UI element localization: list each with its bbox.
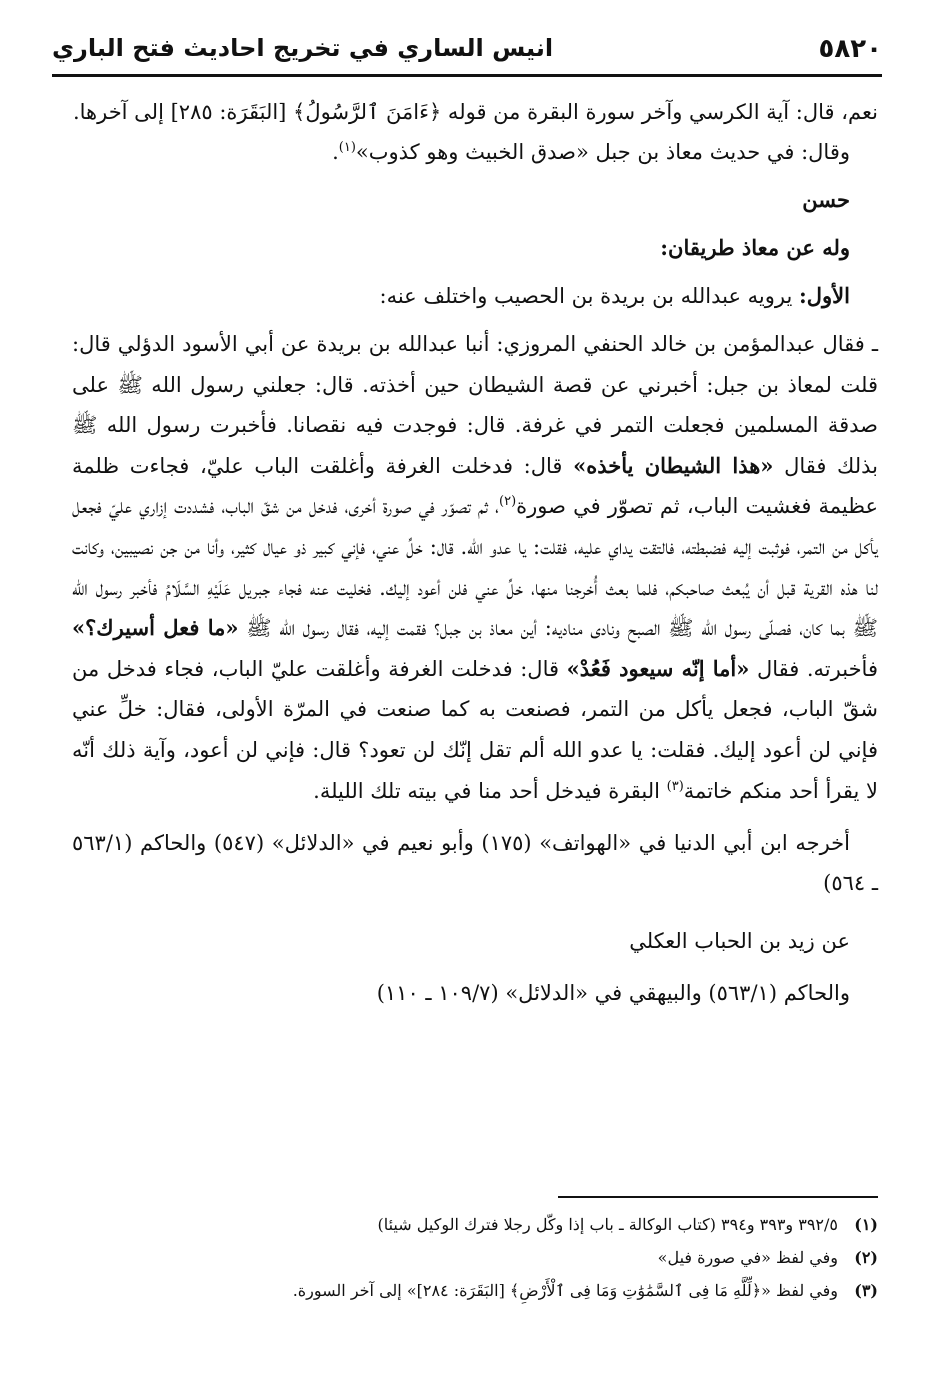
paragraph-ayat-kursi: نعم، قال: آية الكرسي وآخر سورة البقرة من قوله ﴿ءَامَنَ ٱلرَّسُولُ﴾ [البَقَرَة: ٢٨٥] إلى آخرها. xyxy=(72,100,878,124)
footnote-separator xyxy=(558,1196,878,1198)
routes-heading: وله عن معاذ طريقان: xyxy=(660,235,850,260)
hadith-quote: «هذا الشيطان يأخذه» xyxy=(573,452,774,478)
footnote-1: (١)٣٩٢/٥ و٣٩٣ و٣٩٤ (كتاب الوكالة ـ باب إذا وكّل رجلا فترك الوكيل شيئا) xyxy=(377,1215,878,1234)
footnote-ref-1[interactable]: (١) xyxy=(338,140,356,155)
page-number: ٥٨٢٠ xyxy=(818,34,882,64)
footnote-ref-2[interactable]: (٢) xyxy=(499,494,517,510)
narration-paragraph: ـ فقال عبدالمؤمن بن خالد الحنفي المروزي: أنبا عبدالله بن بريدة عن أبي الأسود الدؤلي قال: قلت لمعاذ بن جبل: أخبرني عن قصة الشيطان حين أخذته. قال: جعلني رسول الله ﷺ على صدقة المسلمين فجعلت التمر في غرفة. قال: فوجدت فيه نقصانا. فأخبرت رسول الله ﷺ بذلك فقال «هذا الشيطان يأخذه» قال: فدخلت الغرفة وأغلقت الباب عليّ، فجاءت ظلمة عظيمة فغشيت الباب، ثم تصوّر في صورة$^{(٢)}$، ثم تصوّر في صورة أخرى، فدخل من شقّ الباب، فشددت إزاري عليّ فجعل يأكل من التمر، فوثبت إليه فضبطته، فالتقت يداي عليه، فقلت: يا عدو الله. قال: خلِّ عني، فإني كبير ذو عيال كثير، وأنا من جن نصيبين، وكانت لنا هذه القرية قبل أن يُبعث صاحبكم، فلما بعث أُخرجنا منها، خلِّ عني فلن أعود إليك. فخليت عنه فجاء جبريل عَلَيْهِ السَّلَامُ فأخبر رسول الله ﷺ بما كان، فصلّى رسول الله ﷺ الصبح ونادى مناديه: أين معاذ بن جبل؟ فقمت إليه، فقال رسول الله ﷺ «ما فعل أسيرك؟» فأخبرته. فقال «أما إنّه سيعود فَعُدْ» قال: فدخلت الغرفة وأغلقت عليّ الباب، فجاء فدخل من شقّ الباب، فجعل يأكل من التمر، فصنعت به كما صنعت في المرّة الأولى، فقال: خلِّ عني فإني لن أعود إليك. فقلت: يا عدو الله ألم تقل إنّك لن تعود؟ قال: فإني لن أعود، وآية ذلك أنّه لا يقرأ أحد منكم خاتمة$^{(٣)}$ البقرة فيدخل أحد منا في بيته تلك الليلة. xyxy=(72,332,878,803)
footnote-ref-3[interactable]: (٣) xyxy=(666,778,684,794)
hadith-quote: «أما إنّه سيعود فَعُدْ» xyxy=(566,655,750,681)
page-header xyxy=(52,30,882,77)
hadith-quote: «ما فعل أسيرك؟» xyxy=(72,615,239,641)
footnote-2: (٢)وفي لفظ «في صورة فيل» xyxy=(657,1248,878,1267)
takhrij-paragraph: أخرجه ابن أبي الدنيا في «الهواتف» (١٧٥) وأبو نعيم في «الدلائل» (٥٤٧) والحاكم (٥٦٣/١ ـ ٥٦٤) xyxy=(72,831,878,896)
narrator-line: عن زيد بن الحباب العكلي xyxy=(629,929,850,954)
first-route: الأول: يرويه عبدالله بن بريدة بن الحصيب واختلف عنه: xyxy=(379,283,850,308)
main-text xyxy=(72,92,878,1013)
takhrij-line: والحاكم (٥٦٣/١) والبيهقي في «الدلائل» (١٠٩/٧ ـ ١١٠) xyxy=(376,981,850,1006)
paragraph-muadh-hadith: وقال: في حديث معاذ بن جبل «صدق الخبيث وهو كذوب»$^{(١)}$. xyxy=(332,140,850,164)
first-route-label: الأول: xyxy=(799,283,850,308)
footnotes xyxy=(72,1196,878,1307)
grade-heading: حسن xyxy=(802,187,850,212)
running-title: انيس الساري في تخريج احاديث فتح الباري xyxy=(52,34,554,62)
footnote-3: (٣)وفي لفظ «﴿لِّلَّهِ مَا فِى ٱلسَّمَٰوَٰتِ وَمَا فِى ٱلْأَرْضِ﴾ [البَقَرَة: ٢٨٤]» إلى آخر السورة. xyxy=(292,1281,878,1300)
